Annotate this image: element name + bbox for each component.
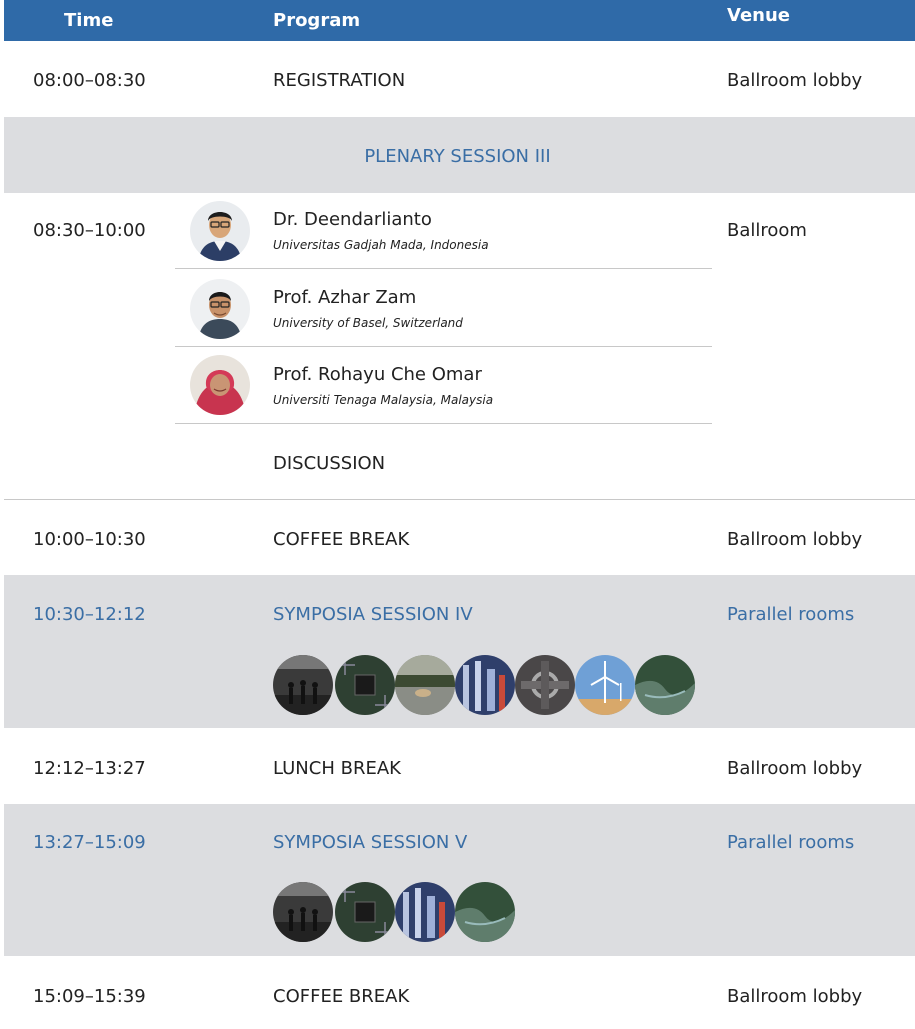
person-photo-icon — [190, 201, 250, 261]
speaker-avatar — [190, 355, 250, 415]
speaker-avatar — [190, 201, 250, 261]
discussion-label: DISCUSSION — [273, 453, 386, 474]
symposia-session-iv-band — [4, 575, 915, 728]
row-venue: Ballroom lobby — [727, 758, 863, 779]
speaker-affiliation: Universitas Gadjah Mada, Indonesia — [273, 238, 489, 252]
industrial-plant-icon — [395, 882, 455, 942]
speaker-affiliation: Universiti Tenaga Malaysia, Malaysia — [273, 393, 494, 407]
aerial-terrain-icon — [635, 655, 695, 715]
speaker-name: Dr. Deendarlianto — [273, 209, 432, 230]
divider — [175, 346, 712, 347]
row-program: REGISTRATION — [273, 70, 406, 91]
row-venue: Ballroom lobby — [727, 986, 863, 1007]
plenary-time: 08:30–10:00 — [33, 220, 146, 241]
circuit-board-icon — [335, 882, 395, 942]
row-venue: Parallel rooms — [727, 604, 855, 625]
divider — [175, 423, 712, 424]
industrial-plant-icon — [455, 655, 515, 715]
row-time: 08:00–08:30 — [33, 70, 146, 91]
plenary-venue: Ballroom — [727, 220, 807, 241]
row-time: 12:12–13:27 — [33, 758, 146, 779]
person-photo-icon — [190, 355, 250, 415]
program-column-header: Program — [273, 10, 361, 31]
people-silhouette-icon — [273, 882, 333, 942]
row-venue: Parallel rooms — [727, 832, 855, 853]
divider — [4, 499, 915, 500]
row-program: COFFEE BREAK — [273, 986, 410, 1007]
lake-landscape-icon — [395, 655, 455, 715]
row-program: LUNCH BREAK — [273, 758, 401, 779]
person-photo-icon — [190, 279, 250, 339]
row-time: 15:09–15:39 — [33, 986, 146, 1007]
aerial-terrain-icon — [455, 882, 515, 942]
row-venue: Ballroom lobby — [727, 529, 863, 550]
speaker-name: Prof. Rohayu Che Omar — [273, 364, 482, 385]
speaker-affiliation: University of Basel, Switzerland — [273, 316, 463, 330]
row-time: 10:30–12:12 — [33, 604, 146, 625]
row-program: SYMPOSIA SESSION V — [273, 832, 468, 853]
row-time: 13:27–15:09 — [33, 832, 146, 853]
machinery-icon — [515, 655, 575, 715]
time-column-header: Time — [64, 10, 114, 31]
row-program: COFFEE BREAK — [273, 529, 410, 550]
people-silhouette-icon — [273, 655, 333, 715]
speaker-avatar — [190, 279, 250, 339]
row-venue: Ballroom lobby — [727, 70, 863, 91]
row-time: 10:00–10:30 — [33, 529, 146, 550]
venue-column-header: Venue — [727, 5, 790, 26]
circuit-board-icon — [335, 655, 395, 715]
symposia-session-v-band — [4, 804, 915, 956]
divider — [175, 268, 712, 269]
speaker-name: Prof. Azhar Zam — [273, 287, 417, 308]
wind-turbine-icon — [575, 655, 635, 715]
row-program: SYMPOSIA SESSION IV — [273, 604, 473, 625]
plenary-session-title: PLENARY SESSION III — [364, 146, 551, 167]
